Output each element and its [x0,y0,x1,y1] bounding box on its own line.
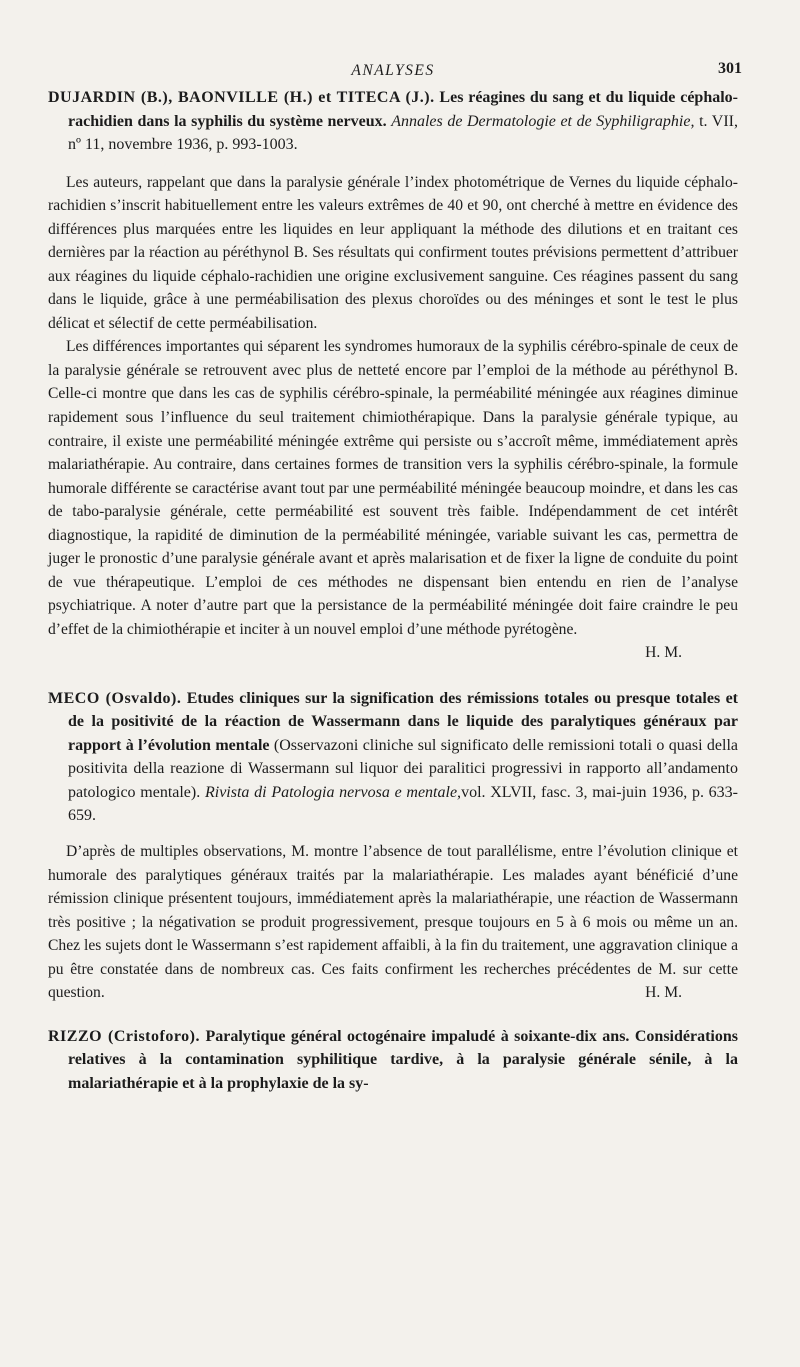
entry-title: Paralytique général octogénaire impaludé à soixante-dix ans. Considérations relatives à la contamination syphilitique tardive, à la paralysie générale sénile, à la malariathérapie et à la prophylaxie de la sy- [68,1027,739,1092]
review-entry-rizzo [48,1025,738,1096]
entry-source-details: vol. XLVII, fasc. 3, mai-juin 1936, p. 633-659. [68,783,739,825]
entry-signature: H. M. [645,644,682,662]
body-paragraph [48,840,738,1005]
entry-author: MECO (Osvaldo). [48,689,182,707]
running-title: ANALYSES [351,62,435,79]
body-paragraph-text: D’après de multiples observations, M. montre l’absence de tout parallélisme, entre l’évolution clinique et humorale des paralytiques généraux traités par la malariathérapie. Les malades ayant bénéficié d’une rémission clinique présentent toujours, immédiatement après la malariathérapie, une réaction de Wassermann très positive ; la négativation se produit progressivement, presque toujours en 5 à 6 mois ou même un an. Chez les sujets dont le Wassermann s’est rapidement affaibli, à la fin du traitement, une aggravation clinique a pu être constatée dans de nombreux cas. Ces faits confirment les recherches précédentes de M. sur cette question. [48,842,738,1002]
entry-title: Les réagines du sang et du liquide céphalo-rachidien dans la syphilis du système nerveux. [68,89,738,130]
journal-page [48,56,742,1095]
entry-subtitle: (Osservazoni cliniche sul significato delle remissioni totali o quasi della positivita della reazione di Wassermann sul liquor dei paralitici progressivi in rapporto all’andamento patologico mentale). [68,736,739,801]
body-paragraph: Les différences importantes qui séparent les syndromes humoraux de la syphilis cérébro-spinale de ceux de la paralysie générale se retrouvent avec plus de netteté encore par l’emploi de la méthode au péréthynol B. Celle-ci montre que dans les cas de syphilis cérébro-spinale, la perméabilité méningée aux réagines diminue rapidement sous l’influence du seul traitement chimiothérapique. Dans la paralysie générale typique, au contraire, il existe une perméabilité méningée extrême qui persiste ou s’accroît même, immédiatement après malariathérapie. Au contraire, dans certaines formes de transition vers la syphilis cérébro-spinale, la formule humorale différente se caractérise avant tout par une perméabilité méningée beaucoup moindre, et dans les cas de tabo-paralysie générale, cette perméabilité est souvent très faible. Indépendamment de cet intérêt diagnostique, la rapidité de diminution de la perméabilité méningée, variable suivant les cas, permettra de juger le pronostic d’une paralysie générale avant et après malarisation et de fixer la ligne de conduite du point de vue thérapeutique. L’emploi de ces méthodes ne dispensant bien entendu en rien de l’analyse psychiatrique. A noter d’autre part que la persistance de la perméabilité méningée doit faire craindre le peu d’effet de la chimiothérapie et inciter à un nouvel emploi d’une méthode pyrétogène. [48,338,738,638]
page-number: 301 [718,60,742,77]
entry-body [48,840,738,1005]
entry-heading [48,1025,738,1096]
entry-journal: Annales de Dermatologie et de Syphiligraphie, [391,112,695,130]
body-paragraph: Les auteurs, rappelant que dans la paralysie générale l’index photométrique de Vernes du liquide céphalo-rachidien s’inscrit habituellement entre les valeurs extrêmes de 40 et 90, ont cherché à mettre en évidence des différences plus marquées entre les liquides en leur appliquant la méthode des dilutions et en traitant ces dernières par la réaction au péréthynol B. Ses résultats qui confirment toutes prévisions permettent d’attribuer aux réagines du liquide céphalo-rachidien une origine exclusivement sanguine. Ces réagines passent du sang dans le liquide, grâce à une perméabilisation des plexus choroïdes ou des méninges et sont le test le plus délicat et sélectif de cette perméabilisation. [48,173,738,332]
entry-author: RIZZO (Cristoforo). [48,1027,200,1045]
entry-journal: Rivista di Patologia nervosa e mentale, [204,783,462,801]
running-head [48,56,742,86]
review-entry-meco [48,687,738,1005]
review-entry-dujardin [48,86,738,665]
entry-title: Etudes cliniques sur la signification des rémissions totales ou presque totales et de la positivité de la réaction de Wassermann dans le liquide des paralytiques généraux par rapport à l’évolution mentale [68,689,738,754]
entry-signature: H. M. [645,984,682,1002]
entry-body [48,171,738,665]
entry-heading [48,687,738,828]
entry-source-details: t. VII, nº 11, novembre 1936, p. 993-1003. [68,112,739,153]
entry-heading [48,86,738,157]
entry-author: DUJARDIN (B.), BAONVILLE (H.) et TITECA (J.). [48,89,435,106]
